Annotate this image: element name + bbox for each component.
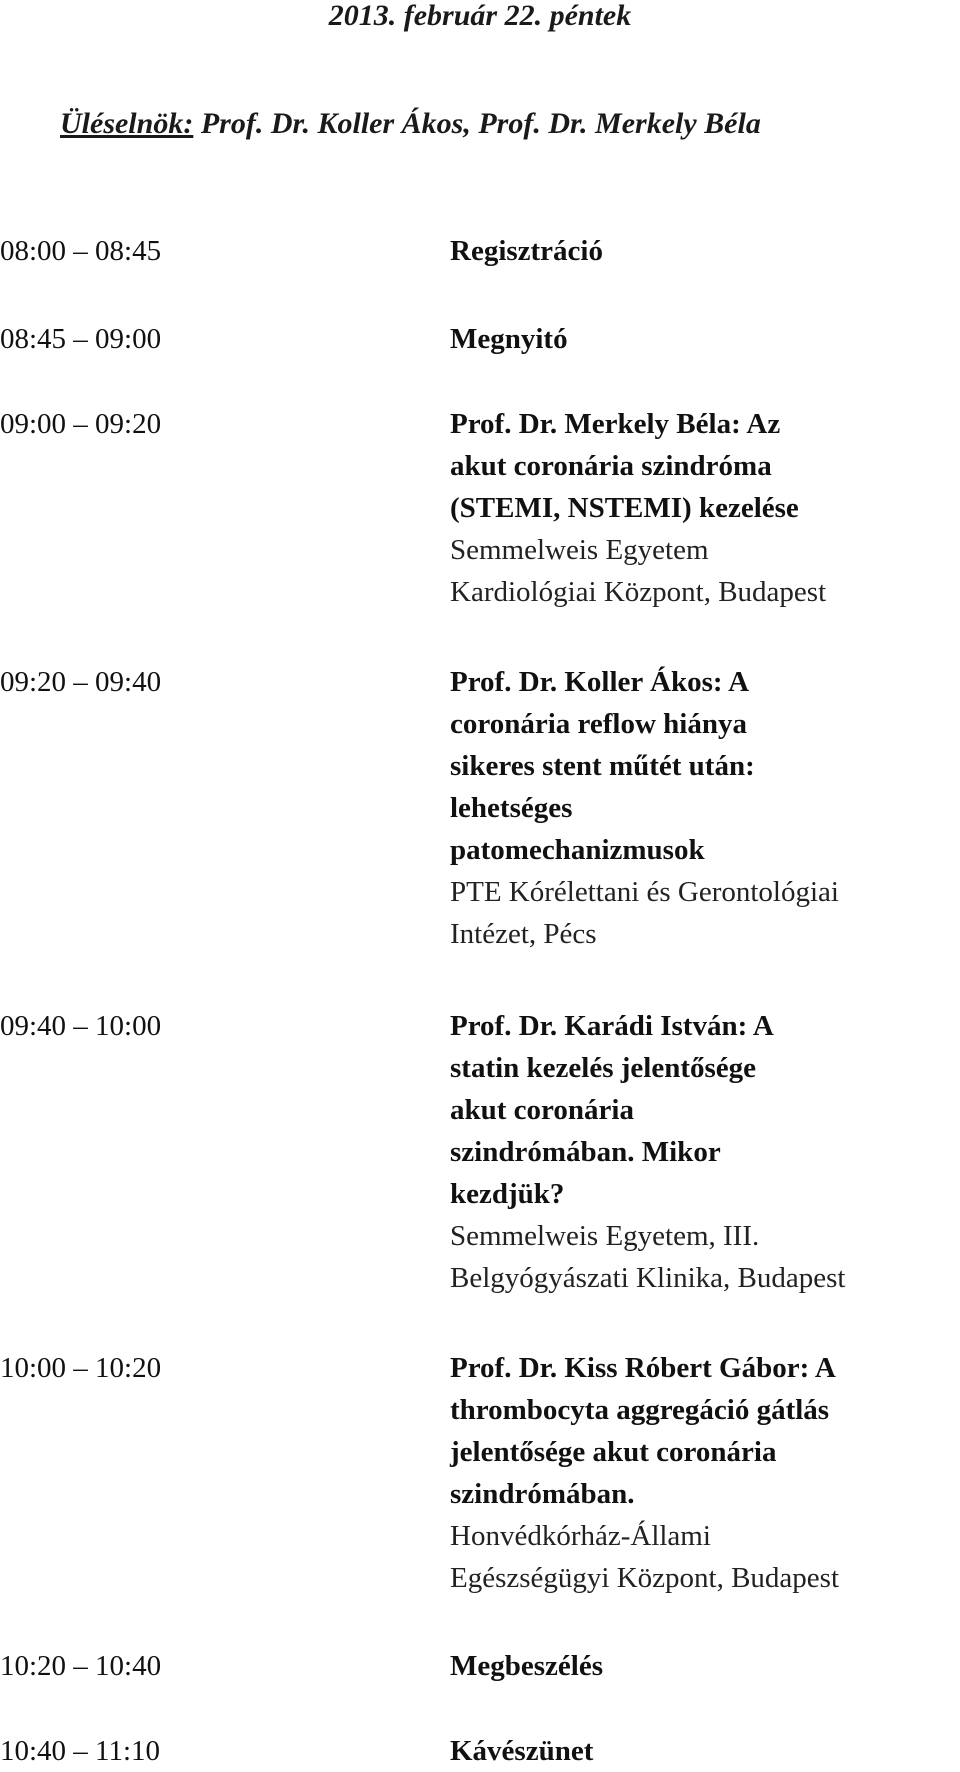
session-title: Megbeszélés [450,1650,603,1682]
session-title: Megnyitó [450,323,568,355]
session-content [450,661,955,955]
session-institution: Semmelweis Egyetem Kardiológiai Központ, Budapest [450,534,827,608]
time-slot: 10:40 – 11:10 [0,1735,161,1767]
time-slot: 08:45 – 09:00 [0,323,162,355]
session-date: 2013. február 22. péntek [328,0,632,32]
chairs-label: Üléselnök: [60,107,194,140]
time-slot: 09:40 – 10:00 [0,1010,162,1042]
session-content [450,1005,955,1299]
session-content [450,1347,955,1599]
time-slot: 10:20 – 10:40 [0,1650,162,1682]
session-content [450,1730,955,1772]
time-slot: 09:00 – 09:20 [0,408,162,440]
time-slot: 09:20 – 09:40 [0,666,162,698]
session-title: Prof. Dr. Kiss Róbert Gábor: A thrombocyta aggregáció gátlás jelentősége akut coronária szindrómában. [450,1352,836,1510]
session-chairs [60,106,761,142]
time-slot: 10:00 – 10:20 [0,1352,162,1384]
session-institution: PTE Kórélettani és Gerontológiai Intézet, Pécs [450,876,839,950]
session-title: Prof. Dr. Merkely Béla: Az akut coronária szindróma (STEMI, NSTEMI) kezelése [450,408,799,524]
session-title: Regisztráció [450,235,603,267]
session-title: Prof. Dr. Koller Ákos: A coronária reflow hiánya sikeres stent műtét után: lehetséges patomechanizmusok [450,666,755,866]
session-content [450,230,955,272]
session-content [450,1645,955,1687]
session-institution: Honvédkórház-Állami Egészségügyi Központ, Budapest [450,1520,840,1594]
time-slot: 08:00 – 08:45 [0,235,162,267]
chairs-names: Prof. Dr. Koller Ákos, Prof. Dr. Merkely Béla [193,107,761,140]
session-content [450,403,955,613]
session-title: Kávészünet [450,1735,594,1767]
session-title: Prof. Dr. Karádi István: A statin kezelés jelentősége akut coronária szindrómában. Mikor kezdjük? [450,1010,774,1210]
session-institution: Semmelweis Egyetem, III. Belgyógyászati Klinika, Budapest [450,1220,846,1294]
session-content [450,318,955,360]
